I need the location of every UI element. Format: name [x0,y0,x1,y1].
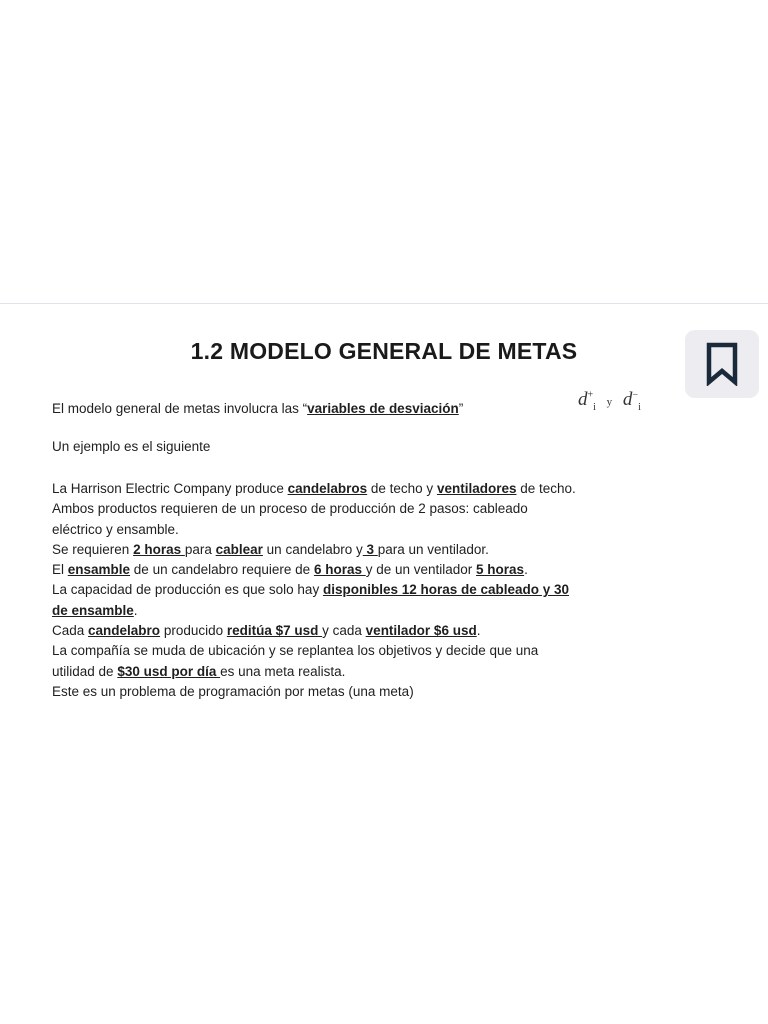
underlined-text: $30 usd por día [117,663,221,679]
bookmark-icon [705,342,739,386]
underlined-text: candelabro [88,623,161,639]
underlined-text: cablear [215,541,263,557]
paragraph-line [52,580,752,600]
text: El [52,562,68,578]
paragraph-line [52,499,752,519]
formula-separator: y [606,396,613,408]
text: producido [160,623,227,639]
problem-statement [52,479,752,702]
text: Ambos productos requieren de un proceso de producción de 2 pasos: cableado [52,501,528,517]
formula-sup-plus: + [587,389,594,401]
intro-quote: ” [458,401,464,416]
formula-sub-i-2: i [638,401,641,413]
text: para un ventilador. [377,541,489,557]
paragraph-line [52,621,752,641]
formula-sup-minus: − [632,389,639,401]
intro-line [52,399,752,419]
underlined-text: de ensamble [52,602,134,618]
paragraph-line [52,641,752,661]
blank-area [0,0,768,303]
text: . [133,602,138,618]
paragraph-line [52,540,752,560]
underlined-text: ventilador $6 usd [365,623,477,639]
divider [0,303,768,304]
text: La Harrison Electric Company produce [52,481,288,496]
paragraph-line [52,601,752,621]
underlined-text: 5 horas [476,562,525,578]
bookmark-button[interactable] [685,330,759,398]
formula-d-minus: d [622,389,633,410]
text: utilidad de [52,663,118,679]
text: Cada [52,623,89,639]
text: La compañía se muda de ubicación y se replantea los objetivos y decide que una [52,643,539,659]
text: eléctrico y ensamble. [52,521,179,537]
paragraph-line [52,662,752,682]
text: La capacidad de producción es que solo hay [52,582,323,598]
underlined-text: ensamble [67,562,131,578]
text: . [476,623,481,639]
underlined-text: reditúa $7 usd [226,623,323,639]
text: Este es un problema de programación por metas (una meta) [52,683,414,699]
text: y cada [322,623,366,639]
paragraph-line [52,479,752,499]
example-heading: Un ejemplo es el siguiente [52,439,211,454]
text: Se requieren [52,541,134,557]
paragraph-line [52,560,752,580]
text: de techo y [367,481,437,496]
text: y de un ventilador [365,562,477,578]
underlined-text: 3 [362,541,378,557]
text: de un candelabro requiere de [130,562,314,578]
text: para [184,541,216,557]
intro-underlined: variables de desviación [307,401,459,416]
underlined-text: disponibles 12 horas de cableado y 30 [322,582,570,598]
underlined-text: candelabros [287,481,368,496]
paragraph-line [52,682,752,702]
underlined-text: 6 horas [313,562,366,578]
text: . [524,562,528,578]
formula-d-plus: d [578,389,588,410]
deviation-formula [578,389,641,413]
page-title: 1.2 MODELO GENERAL DE METAS [190,338,578,364]
formula-sub-i: i [593,401,596,413]
underlined-text: ventiladores [436,481,517,496]
paragraph-line [52,520,752,540]
intro-text: El modelo general de metas involucra las “ [52,401,308,416]
underlined-text: 2 horas [133,541,185,557]
text: un candelabro y [262,541,363,557]
text: de techo. [516,481,576,496]
text: es una meta realista. [220,663,346,679]
